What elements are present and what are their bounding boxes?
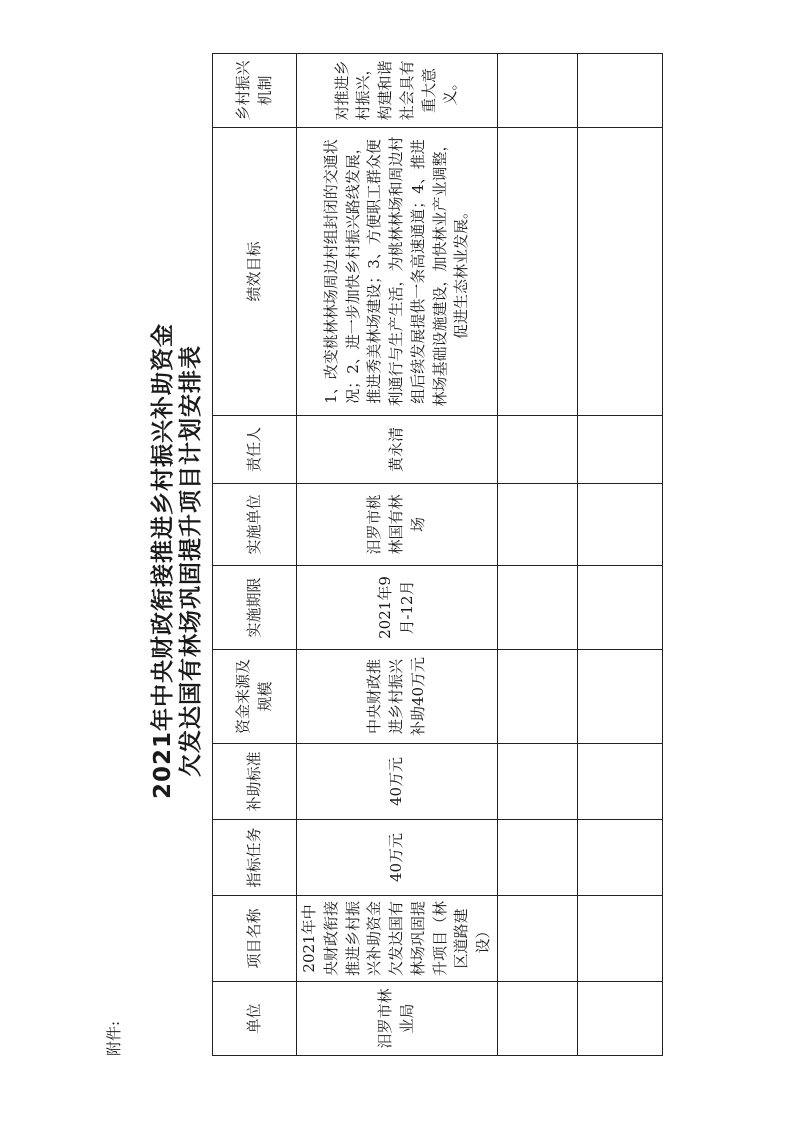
header-mechanism: 乡村振兴机制 xyxy=(213,54,297,128)
cell-responsible: 黄永清 xyxy=(297,416,498,484)
table-row xyxy=(297,54,498,1056)
cell-project-name: 2021年中央财政衔接推进乡村振兴补助资金欠发达国有林场巩固提升项目（林区道路建设） xyxy=(297,896,498,982)
header-period: 实施期限 xyxy=(213,566,297,650)
header-unit: 单位 xyxy=(213,982,297,1056)
table-row-empty xyxy=(497,54,577,1056)
header-standard: 补助标准 xyxy=(213,744,297,820)
cell-implementer: 汨罗市桃林国有林场 xyxy=(297,484,498,566)
header-responsible: 责任人 xyxy=(213,416,297,484)
table-row-empty xyxy=(577,54,662,1056)
header-project-name: 项目名称 xyxy=(213,896,297,982)
header-goals: 绩效目标 xyxy=(213,128,297,416)
cell-period: 2021年9月-12月 xyxy=(297,566,498,650)
cell-goals: 1、改变桃林林场周边村组封闭的交通状况；2、进一步加快乡村振兴路线发展，推进秀美林场建设；3、方便职工群众便利通行与生产生活，为桃林林场和周边村组后续发展提供一条高速通道；4、推进林场基础设施建设，加快林业产业调整，促进生态林业发展。 xyxy=(297,128,498,416)
header-source: 资金来源及规模 xyxy=(213,650,297,744)
title-line-2: 欠发达国有林场巩固提升项目计划安排表 xyxy=(178,345,204,777)
attachment-label: 附件: xyxy=(105,1020,123,1056)
header-row xyxy=(213,54,297,1056)
cell-standard: 40万元 xyxy=(297,744,498,820)
header-implementer: 实施单位 xyxy=(213,484,297,566)
project-plan-table xyxy=(212,53,663,1056)
cell-task: 40万元 xyxy=(297,820,498,896)
cell-mechanism: 对推进乡村振兴，构建和谐社会具有重大意义。 xyxy=(297,54,498,128)
cell-source: 中央财政推进乡村振兴补助40万元 xyxy=(297,650,498,744)
header-task: 指标任务 xyxy=(213,820,297,896)
cell-unit: 汨罗市林业局 xyxy=(297,982,498,1056)
title-line-1: 2021年中央财政衔接推进乡村振兴补助资金 xyxy=(150,323,176,800)
